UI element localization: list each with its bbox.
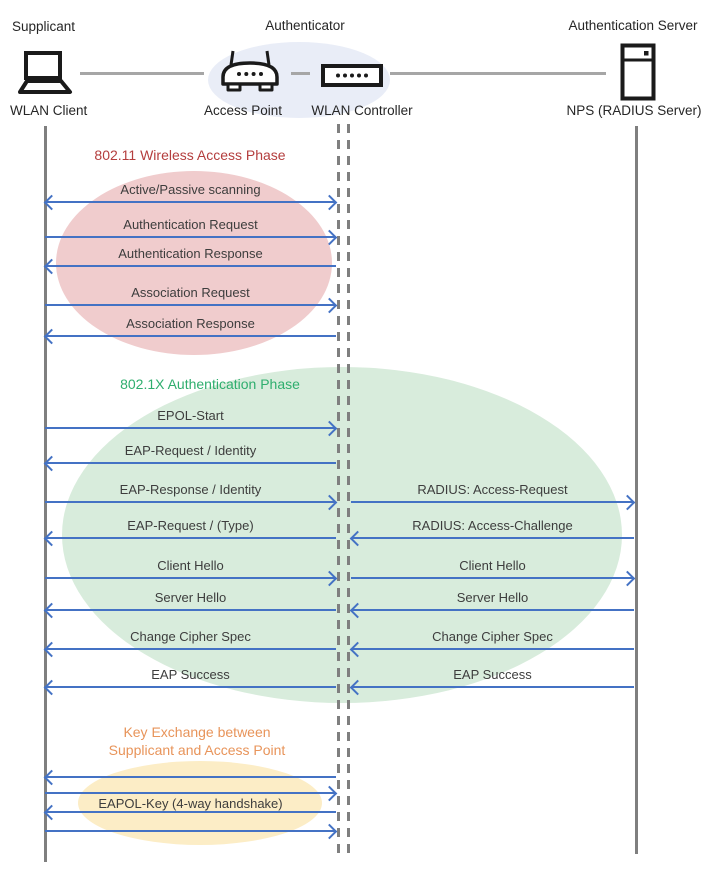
- device-label-access-point: Access Point: [203, 103, 283, 118]
- message-arrow: [351, 609, 634, 611]
- phase-title-8021x: 802.1X Authentication Phase: [120, 376, 300, 392]
- message-arrow: [351, 501, 634, 503]
- message-label: Association Request: [131, 285, 250, 300]
- message-arrow: [351, 537, 634, 539]
- message-arrow: [45, 792, 336, 794]
- server-icon: [620, 43, 657, 106]
- role-label-authentication-server: Authentication Server: [568, 18, 698, 33]
- connector-ap-controller: [291, 72, 310, 75]
- message-label: EAP Success: [453, 667, 532, 682]
- message-label: Authentication Request: [123, 217, 258, 232]
- arrowhead-right-icon: [322, 195, 338, 211]
- lifeline-radius-server: [635, 126, 638, 854]
- message-label: Change Cipher Spec: [130, 629, 251, 644]
- arrowhead-right-icon: [620, 571, 636, 587]
- message-label: Authentication Response: [118, 246, 263, 261]
- message-arrow: [45, 811, 336, 813]
- message-arrow: [45, 537, 336, 539]
- message-label: Client Hello: [459, 558, 526, 573]
- connector-client-ap: [80, 72, 204, 75]
- arrowhead-right-icon: [322, 824, 338, 840]
- phase-title-key-exchange: [52, 723, 342, 759]
- message-arrow: [45, 776, 336, 778]
- message-label: EAP-Request / (Type): [127, 518, 254, 533]
- laptop-icon: [10, 50, 78, 101]
- message-label: EPOL-Start: [157, 408, 224, 423]
- message-label: Association Response: [126, 316, 255, 331]
- message-arrow: [45, 686, 336, 688]
- device-label-wlan-client: WLAN Client: [10, 103, 88, 118]
- message-arrow: [45, 304, 336, 306]
- phase-title-key-exchange-line2: Supplicant and Access Point: [108, 742, 286, 759]
- message-label: Server Hello: [456, 590, 529, 605]
- message-arrow: [45, 462, 336, 464]
- message-arrow: [45, 577, 336, 579]
- message-arrow: [351, 577, 634, 579]
- message-arrow: [45, 265, 336, 267]
- message-label: EAP-Response / Identity: [119, 482, 262, 497]
- arrowhead-right-icon: [322, 298, 338, 314]
- message-label: EAP Success: [151, 667, 230, 682]
- message-label: Active/Passive scanning: [120, 182, 261, 197]
- message-label: Client Hello: [157, 558, 224, 573]
- message-arrow: [45, 609, 336, 611]
- device-label-wlan-controller: WLAN Controller: [311, 103, 413, 118]
- message-label: RADIUS: Access-Challenge: [412, 518, 573, 533]
- message-arrow: [351, 648, 634, 650]
- device-label-nps: NPS (RADIUS Server): [566, 103, 702, 118]
- connector-controller-server: [390, 72, 606, 75]
- message-arrow: [45, 335, 336, 337]
- message-label: Server Hello: [154, 590, 227, 605]
- phase-title-80211: 802.11 Wireless Access Phase: [94, 147, 286, 163]
- message-arrow: [45, 236, 336, 238]
- phase-title-key-exchange-line1: Key Exchange between: [123, 724, 271, 740]
- message-label: Change Cipher Spec: [432, 629, 553, 644]
- access-point-icon: [220, 48, 280, 97]
- message-label: EAPOL-Key (4-way handshake): [98, 796, 283, 811]
- role-label-supplicant: Supplicant: [12, 19, 76, 34]
- message-arrow: [45, 648, 336, 650]
- wlan-controller-icon: [321, 64, 383, 92]
- arrowhead-right-icon: [620, 495, 636, 511]
- message-label: EAP-Request / Identity: [124, 443, 257, 458]
- message-label: RADIUS: Access-Request: [417, 482, 568, 497]
- message-arrow: [45, 830, 336, 832]
- role-label-authenticator: Authenticator: [265, 18, 345, 33]
- message-arrow: [45, 427, 336, 429]
- message-arrow: [45, 201, 336, 203]
- message-arrow: [45, 501, 336, 503]
- message-arrow: [351, 686, 634, 688]
- lifeline-wlan-controller-dashed: [347, 124, 350, 858]
